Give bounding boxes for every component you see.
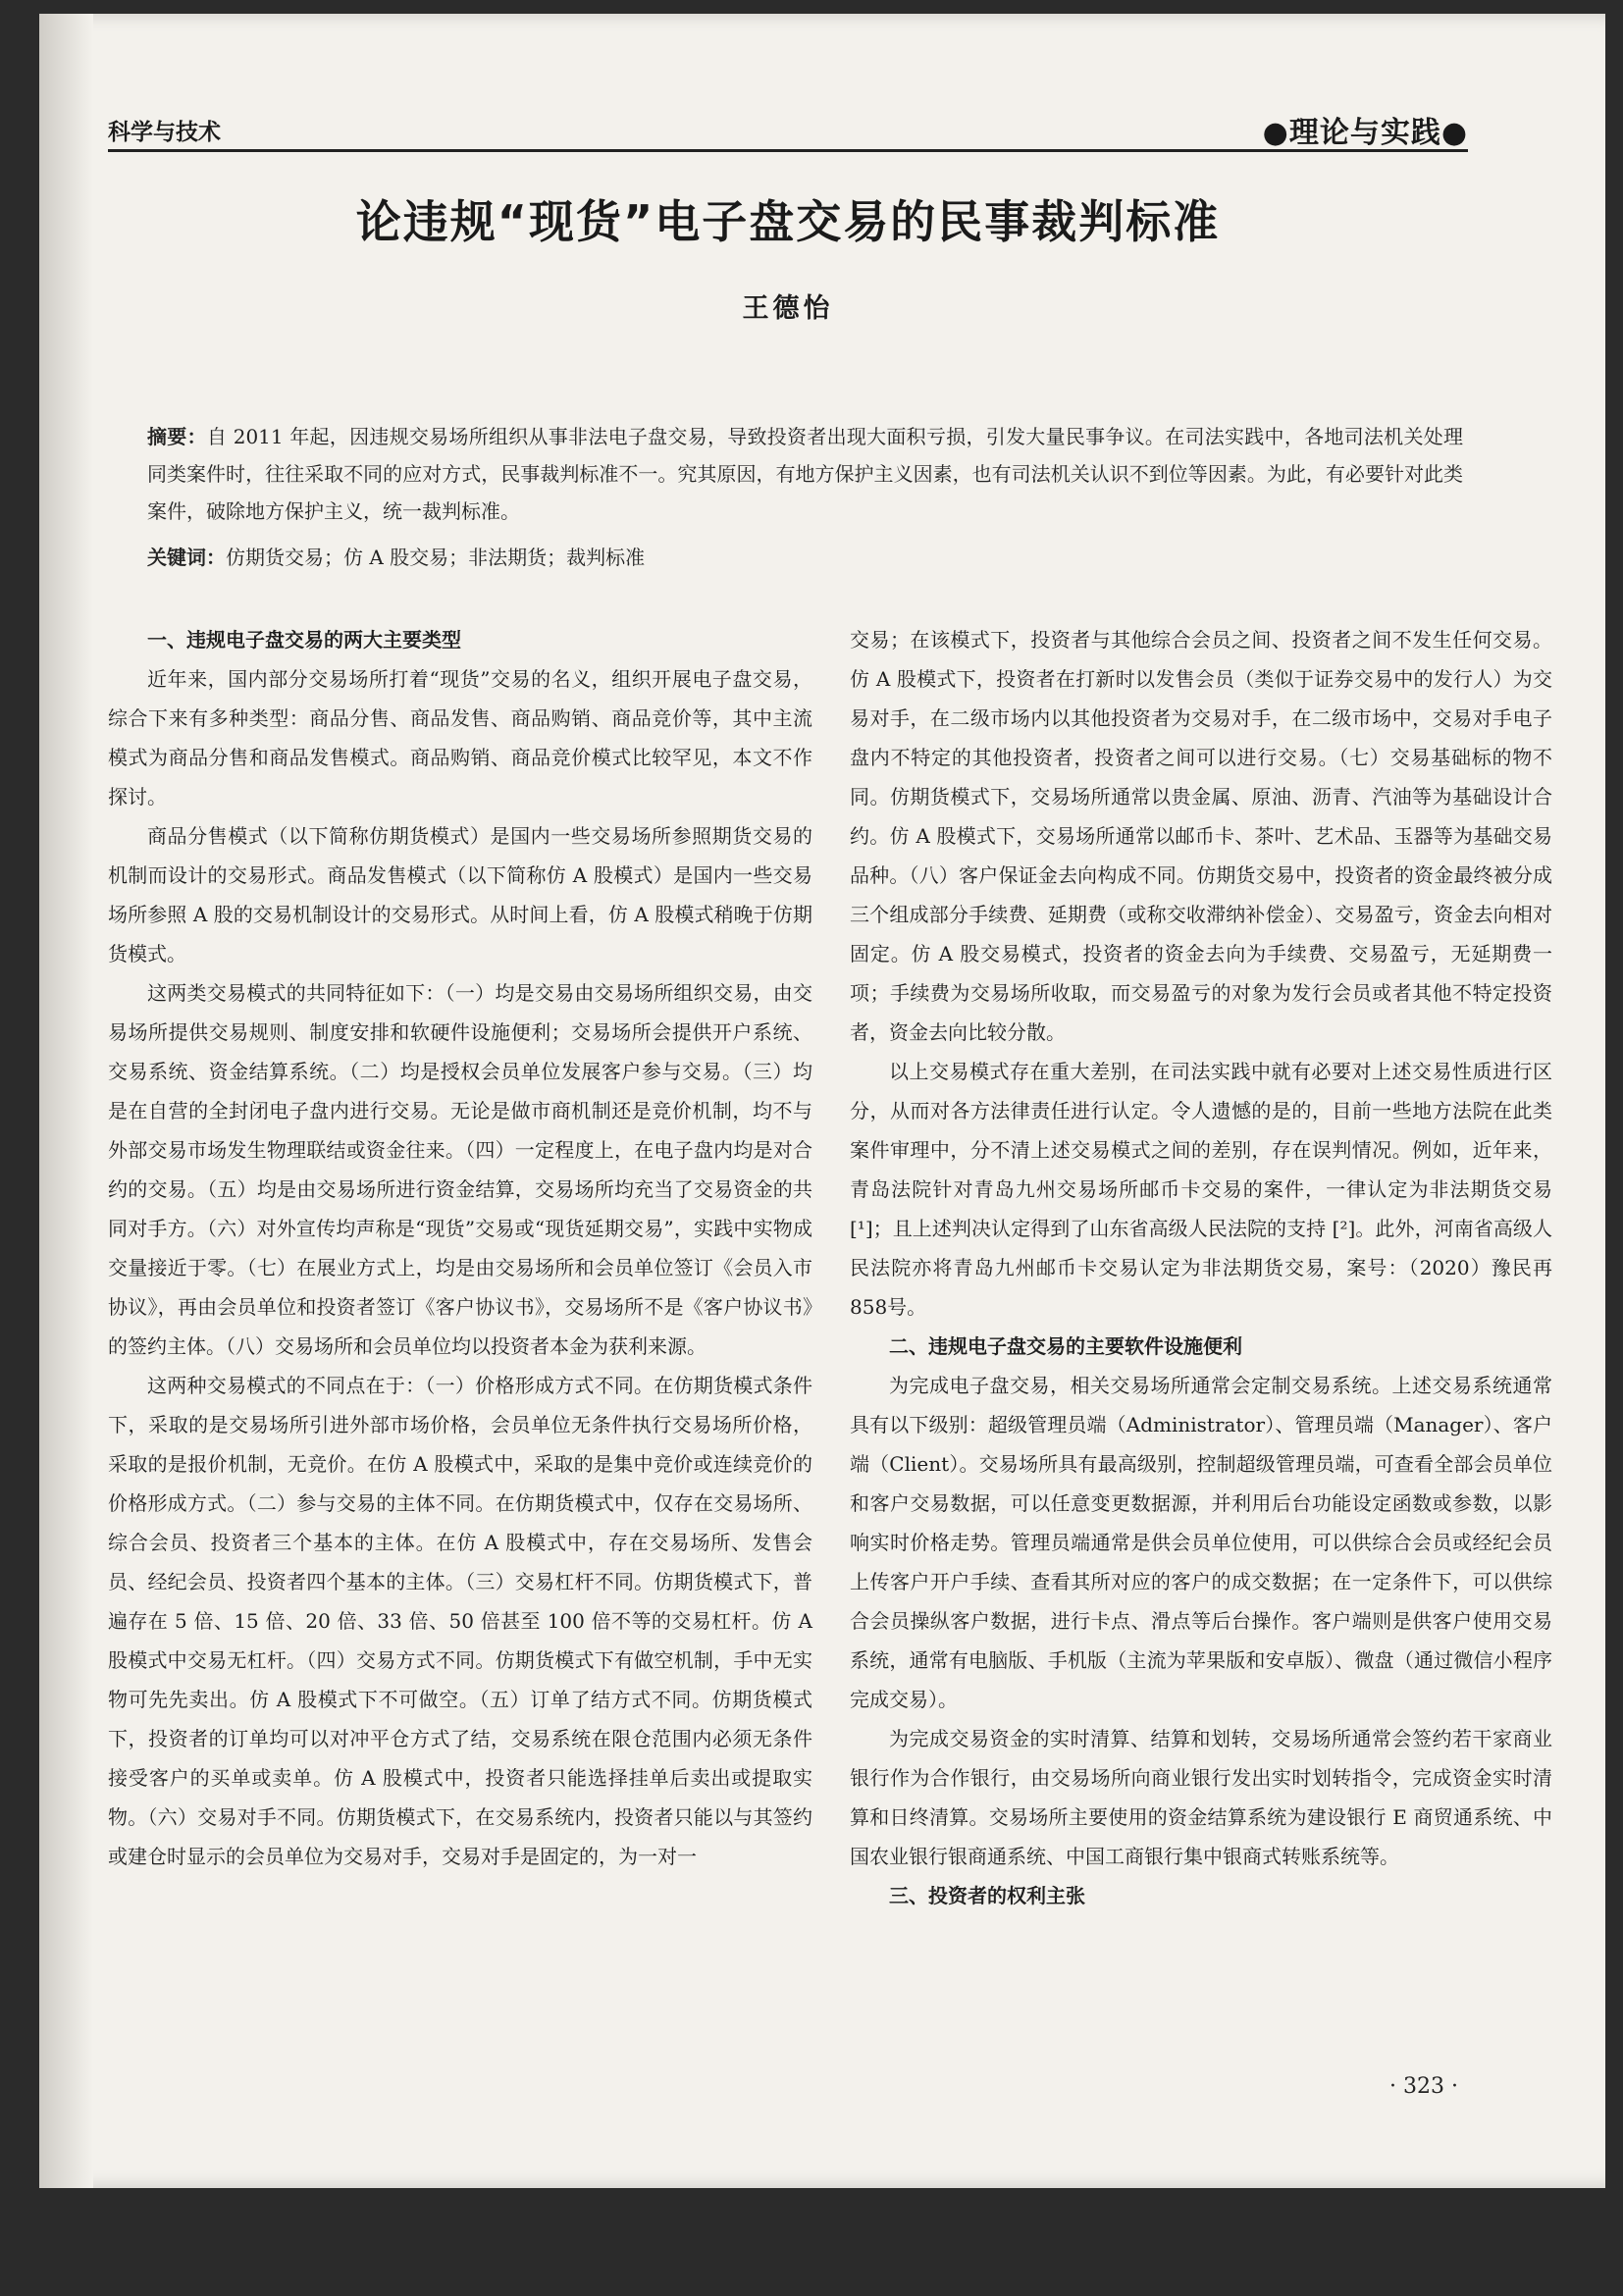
right-column	[850, 620, 1552, 1915]
page-spine-shadow	[39, 14, 93, 2188]
paragraph: 这两种交易模式的不同点在于：（一）价格形成方式不同。在仿期货模式条件下，采取的是交易场所引进外部市场价格，会员单位无条件执行交易场所价格，采取的是报价机制，无竞价。在仿 A 股模式中，采取的是集中竞价或连续竞价的价格形成方式。（二）参与交易的主体不同。在仿期货模式中，仅存在交易场所、综合会员、投资者三个基本的主体。在仿 A 股模式中，存在交易场所、发售会员、经纪会员、投资者四个基本的主体。（三）交易杠杆不同。仿期货模式下，普遍存在 5 倍、15 倍、20 倍、33 倍、50 倍甚至 100 倍不等的交易杠杆。仿 A 股模式中交易无杠杆。（四）交易方式不同。仿期货模式下有做空机制，手中无实物可先先卖出。仿 A 股模式下不可做空。（五）订单了结方式不同。仿期货模式下，投资者的订单均可以对冲平仓方式了结，交易系统在限仓范围内必须无条件接受客户的买单或卖单。仿 A 股模式中，投资者只能选择挂单后卖出或提取实物。（六）交易对手不同。仿期货模式下，在交易系统内，投资者只能以与其签约或建仓时显示的会员单位为交易对手，交易对手是固定的，为一对一	[108, 1374, 812, 1868]
paragraph: 交易；在该模式下，投资者与其他综合会员之间、投资者之间不发生任何交易。仿 A 股模式下，投资者在打新时以发售会员（类似于证券交易中的发行人）为交易对手，在二级市场内以其他投资者为交易对手，在二级市场中，交易对手电子盘内不特定的其他投资者，投资者之间可以进行交易。（七）交易基础标的物不同。仿期货模式下，交易场所通常以贵金属、原油、沥青、汽油等为基础设计合约。仿 A 股模式下，交易场所通常以邮币卡、茶叶、艺术品、玉器等为基础交易品种。（八）客户保证金去向构成不同。仿期货交易中，投资者的资金最终被分成三个组成部分手续费、延期费（或称交收滞纳补偿金）、交易盈亏，资金去向相对固定。仿 A 股交易模式，投资者的资金去向为手续费、交易盈亏，无延期费一项；手续费为交易场所收取，而交易盈亏的对象为发行会员或者其他不特定投资者，资金去向比较分散。	[850, 628, 1552, 1044]
running-header	[108, 102, 1468, 153]
article-title: 论违规“现货”电子盘交易的民事裁判标准	[355, 195, 1221, 248]
abstract-label: 摘要：	[147, 425, 207, 448]
paragraph: 这两类交易模式的共同特征如下：（一）均是交易由交易场所组织交易，由交易场所提供交易规则、制度安排和软硬件设施便利；交易场所会提供开户系统、交易系统、资金结算系统。（二）均是授权会员单位发展客户参与交易。（三）均是在自营的全封闭电子盘内进行交易。无论是做市商机制还是竞价机制，均不与外部交易市场发生物理联结或资金往来。（四）一定程度上，在电子盘内均是对合约的交易。（五）均是由交易场所进行资金结算，交易场所均充当了交易资金的共同对手方。（六）对外宣传均声称是“现货”交易或“现货延期交易”，实践中实物成交量接近于零。（七）在展业方式上，均是由交易场所和会员单位签订《会员入市协议》，再由会员单位和投资者签订《客户协议书》，交易场所不是《客户协议书》的签约主体。（八）交易场所和会员单位均以投资者本金为获利来源。	[108, 981, 812, 1358]
article-author: 王德怡	[742, 293, 834, 324]
section-heading-3: 三、投资者的权利主张	[889, 1884, 1085, 1907]
paragraph: 为完成电子盘交易，相关交易场所通常会定制交易系统。上述交易系统通常具有以下级别：超级管理员端（Administrator）、管理员端（Manager）、客户端（Client）。交易场所具有最高级别，控制超级管理员端，可查看全部会员单位和客户交易数据，可以任意变更数据源，并利用后台功能设定函数或参数，以影响实时价格走势。管理员端通常是供会员单位使用，可以供综合会员或经纪会员上传客户开户手续、查看其所对应的客户的成交数据；在一定条件下，可以供综合会员操纵客户数据，进行卡点、滑点等后台操作。客户端则是供客户使用交易系统，通常有电脑版、手机版（主流为苹果版和安卓版）、微盘（通过微信小程序完成交易）。	[850, 1374, 1552, 1711]
left-column	[108, 620, 812, 1876]
paragraph: 近年来，国内部分交易场所打着“现货”交易的名义，组织开展电子盘交易，综合下来有多种类型：商品分售、商品发售、商品购销、商品竞价等，其中主流模式为商品分售和商品发售模式。商品购销、商品竞价模式比较罕见，本文不作探讨。	[108, 667, 812, 809]
paragraph: 以上交易模式存在重大差别，在司法实践中就有必要对上述交易性质进行区分，从而对各方法律责任进行认定。令人遗憾的是的，目前一些地方法院在此类案件审理中，分不清上述交易模式之间的差别，存在误判情况。例如，近年来，青岛法院针对青岛九州交易场所邮币卡交易的案件，一律认定为非法期货交易 [¹]；且上述判决认定得到了山东省高级人民法院的支持 [²]。此外，河南省高级人民法院亦将青岛九州邮币卡交易认定为非法期货交易，案号：（2020）豫民再858号。	[850, 1060, 1552, 1319]
header-section-right: ●理论与实践●	[1262, 116, 1468, 150]
page-number: · 323 ·	[1389, 2074, 1458, 2099]
keywords-label: 关键词：	[147, 546, 226, 569]
keywords-text: 仿期货交易；仿 A 股交易；非法期货；裁判标准	[226, 546, 646, 569]
header-section-left: 科学与技术	[108, 120, 221, 145]
section-heading-2: 二、违规电子盘交易的主要软件设施便利	[889, 1334, 1242, 1358]
header-rule	[108, 149, 1468, 152]
paragraph: 商品分售模式（以下简称仿期货模式）是国内一些交易场所参照期货交易的机制而设计的交易形式。商品发售模式（以下简称仿 A 股模式）是国内一些交易场所参照 A 股的交易机制设计的交易形式。从时间上看，仿 A 股模式稍晚于仿期货模式。	[108, 824, 812, 965]
keywords	[147, 542, 1463, 570]
abstract	[147, 418, 1463, 530]
section-heading-1: 一、违规电子盘交易的两大主要类型	[147, 628, 461, 652]
abstract-text: 自 2011 年起，因违规交易场所组织从事非法电子盘交易，导致投资者出现大面积亏损，引发大量民事争议。在司法实践中，各地司法机关处理同类案件时，往往采取不同的应对方式，民事裁判标准不一。究其原因，有地方保护主义因素，也有司法机关认识不到位等因素。为此，有必要针对此类案件，破除地方保护主义，统一裁判标准。	[147, 425, 1464, 523]
journal-page	[39, 14, 1605, 2188]
paragraph: 为完成交易资金的实时清算、结算和划转，交易场所通常会签约若干家商业银行作为合作银行，由交易场所向商业银行发出实时划转指令，完成资金实时清算和日终清算。交易场所主要使用的资金结算系统为建设银行 E 商贸通系统、中国农业银行银商通系统、中国工商银行集中银商式转账系统等。	[850, 1727, 1552, 1868]
